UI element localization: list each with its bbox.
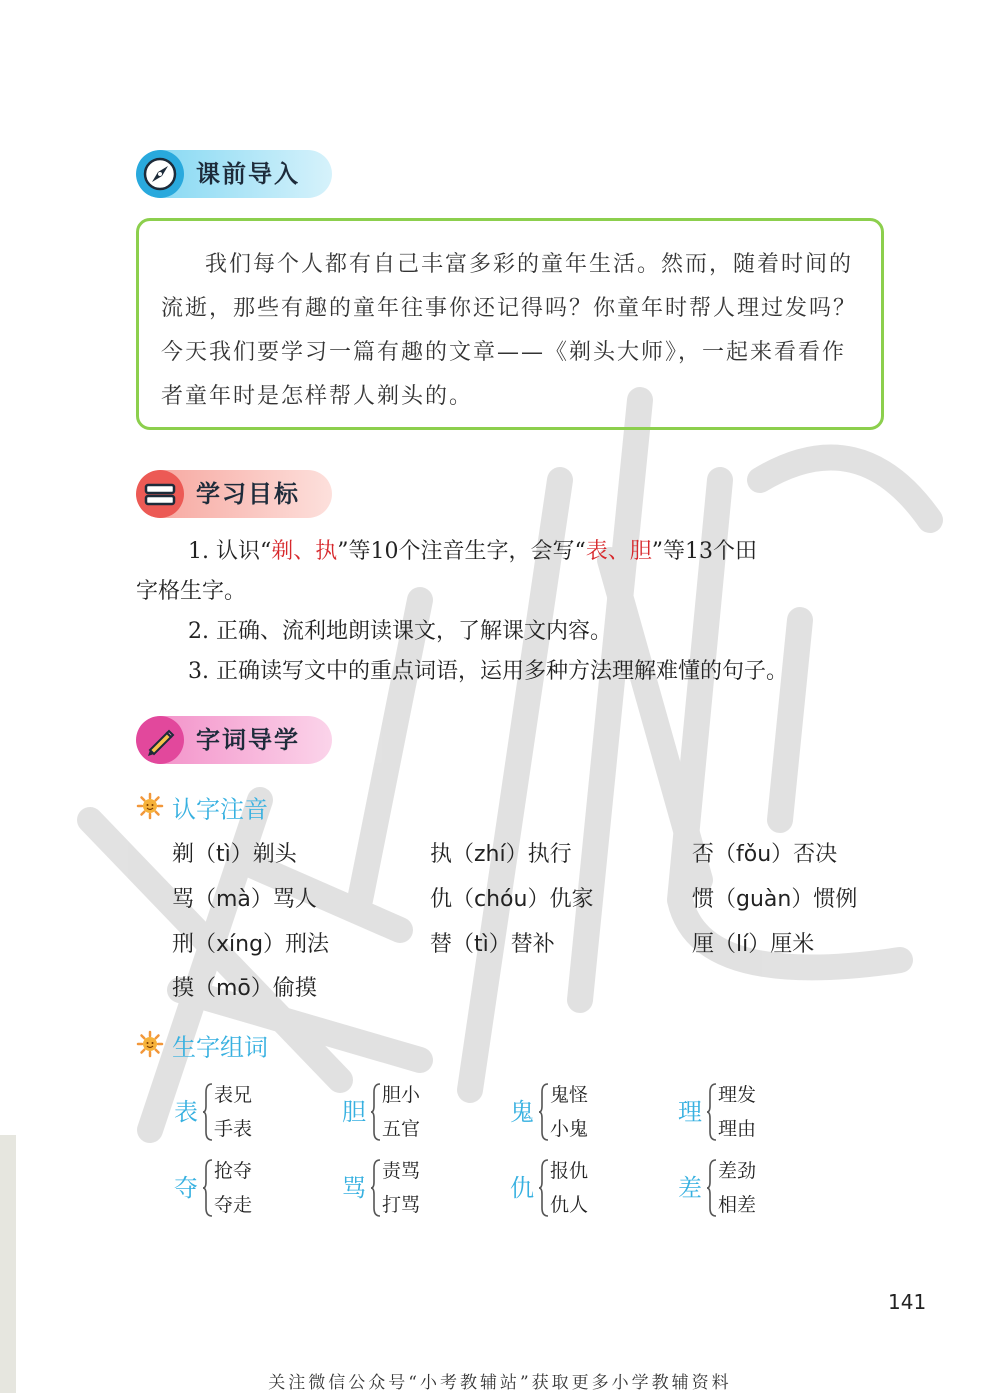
pinyin-entry: 剃（tì）剃头: [172, 842, 297, 867]
section-header-intro: [136, 150, 332, 198]
section-title-intro: 课前导入: [196, 160, 300, 188]
subsection-title-words: 生字组词: [172, 1033, 268, 1062]
word-group: [174, 1080, 304, 1144]
word-group-char: 夺: [174, 1174, 198, 1202]
intro-paragraph: 我们每个人都有自己丰富多彩的童年生活。然而，随着时间的流逝，那些有趣的童年往事你还记得吗？你童年时帮人理过发吗？今天我们要学习一篇有趣的文章——《剃头大师》，一起来看看作者童年时是怎样帮人剃头的。: [161, 252, 858, 409]
brace-icon: [202, 1158, 214, 1218]
pinyin-entry: 惯（guàn）惯例: [692, 887, 858, 912]
section-header-vocab: [136, 716, 332, 764]
word-group-word: 报仇: [550, 1160, 589, 1182]
word-group-char: 理: [678, 1098, 702, 1126]
word-group-word: 打骂: [382, 1194, 421, 1216]
word-group-word: 理发: [718, 1084, 757, 1106]
brace-icon: [706, 1082, 718, 1142]
goal-1-text-end: ”等13个田: [651, 539, 758, 564]
word-group: [678, 1080, 808, 1144]
pinyin-entry: 刑（xíng）刑法: [172, 932, 330, 957]
word-group-word: 小鬼: [550, 1118, 589, 1140]
goal-item-2: 2. 正确、流利地朗读课文，了解课文内容。: [188, 619, 612, 644]
word-group-word: 理由: [718, 1118, 757, 1140]
brace-icon: [538, 1158, 550, 1218]
sun-icon: [136, 1030, 164, 1067]
brace-icon: [538, 1082, 550, 1142]
word-group-char: 表: [174, 1098, 198, 1126]
books-icon: [136, 470, 184, 518]
compass-icon: [136, 150, 184, 198]
word-group-char: 胆: [342, 1098, 366, 1126]
pinyin-entry: 厘（lí）厘米: [692, 932, 815, 957]
subsection-pinyin: [136, 792, 268, 826]
word-group-word: 五官: [382, 1118, 421, 1140]
goal-1-highlight-write-chars: 表、胆: [585, 539, 652, 564]
brace-icon: [706, 1158, 718, 1218]
pinyin-entry: 摸（mō）偷摸: [172, 976, 317, 1001]
intro-text-box: [136, 218, 884, 430]
word-group: [678, 1156, 808, 1220]
word-group-word: 抢夺: [214, 1160, 253, 1182]
subsection-title-pinyin: 认字注音: [172, 795, 268, 824]
section-header-goals: [136, 470, 332, 518]
word-group-word: 夺走: [214, 1194, 253, 1216]
page-number: 141: [888, 1290, 927, 1314]
word-group-word: 胆小: [382, 1084, 421, 1106]
goal-1-text: 1. 认识“: [188, 539, 272, 564]
pinyin-entry: 仇（chóu）仇家: [430, 887, 594, 912]
word-group: [342, 1156, 472, 1220]
section-title-goals: 学习目标: [196, 480, 300, 508]
word-group-word: 鬼怪: [550, 1084, 589, 1106]
word-group-char: 差: [678, 1174, 702, 1202]
goal-1-text-mid: ”等10个注音生字，会写“: [337, 539, 586, 564]
sun-icon: [136, 792, 164, 829]
word-group-word: 表兄: [214, 1084, 253, 1106]
word-group-char: 鬼: [510, 1098, 534, 1126]
goal-item-1-continued: 字格生字。: [136, 579, 247, 604]
word-group-char: 仇: [510, 1174, 534, 1202]
goal-item-3: 3. 正确读写文中的重点词语，运用多种方法理解难懂的句子。: [188, 659, 788, 684]
word-group-word: 仇人: [550, 1194, 589, 1216]
pinyin-entry: 执（zhí）执行: [430, 842, 572, 867]
word-group-char: 骂: [342, 1174, 366, 1202]
pinyin-entry: 替（tì）替补: [430, 932, 555, 957]
page-edge-strip: [0, 1135, 16, 1393]
brace-icon: [370, 1158, 382, 1218]
word-group-word: 手表: [214, 1118, 253, 1140]
section-title-vocab: 字词导学: [196, 726, 300, 754]
word-group-word: 责骂: [382, 1160, 421, 1182]
brace-icon: [370, 1082, 382, 1142]
word-group: [510, 1156, 640, 1220]
word-group: [174, 1156, 304, 1220]
goal-1-highlight-chars: 剃、执: [271, 539, 338, 564]
footer-note: 关注微信公众号“小考教辅站”获取更多小学教辅资料: [268, 1373, 732, 1393]
word-group: [342, 1080, 472, 1144]
word-group-word: 差劲: [718, 1160, 757, 1182]
goal-item-1: [136, 532, 896, 572]
pinyin-entry: 骂（mà）骂人: [172, 887, 317, 912]
pencil-icon: [136, 716, 184, 764]
subsection-words: [136, 1030, 268, 1064]
word-group: [510, 1080, 640, 1144]
word-group-word: 相差: [718, 1194, 757, 1216]
pinyin-entry: 否（fǒu）否决: [692, 842, 838, 867]
brace-icon: [202, 1082, 214, 1142]
